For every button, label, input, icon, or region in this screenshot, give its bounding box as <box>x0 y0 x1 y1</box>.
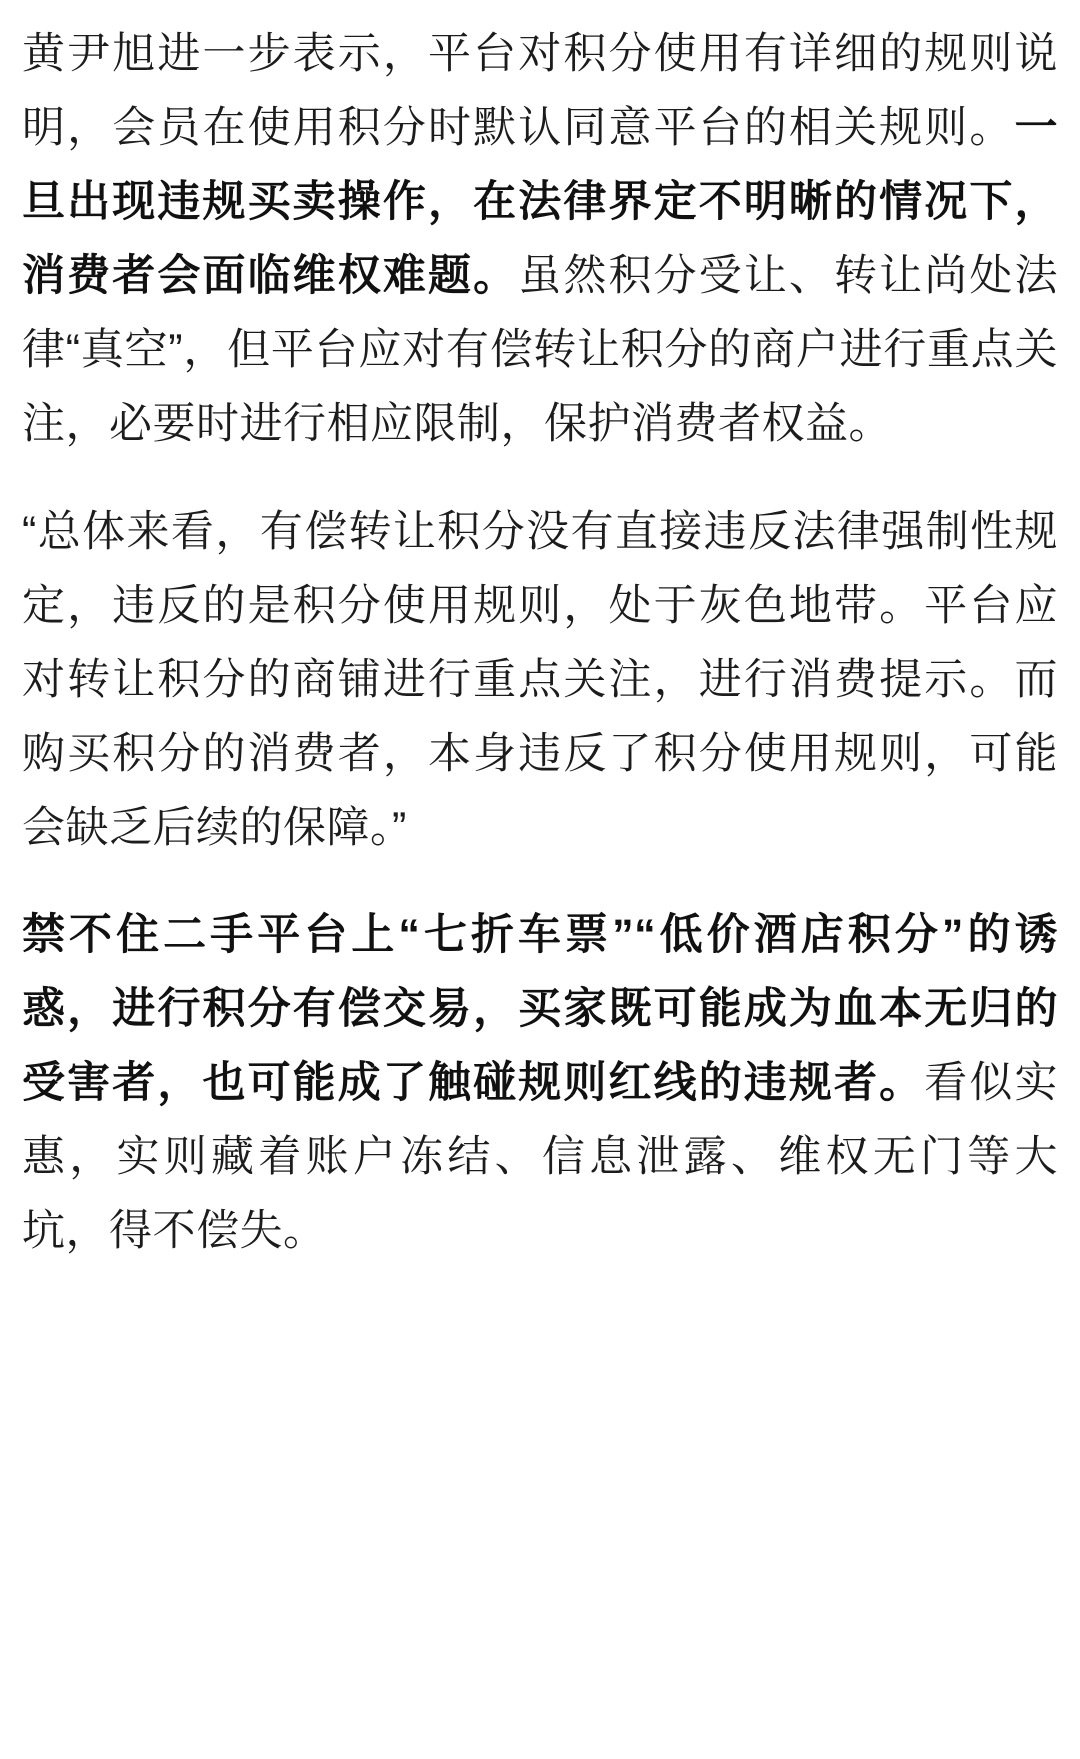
paragraph-3-segment-2: 看似实惠，实则藏着账户冻结、信息泄露、维权无门等大坑，得不偿失。 <box>22 1059 1059 1256</box>
paragraph-2-segment-1: “总体来看，有偿转让积分没有直接违反法律强制性规定，违反的是积分使用规则，处于灰色地带。平台应对转让积分的商铺进行重点关注，进行消费提示。而购买积分的消费者，本身违反了积分使用规则，可能会缺乏后续的保障。” <box>22 507 1058 852</box>
paragraph-1-segment-3: 虽然积分受让、转让尚处法律“真空”，但平台应对有偿转让积分的商户进行重点关注，必要时进行相应限制，保护消费者权益。 <box>22 251 1058 448</box>
paragraph-1 <box>22 18 1058 462</box>
paragraph-3-segment-1-bold: 禁不住二手平台上“七折车票”“低价酒店积分”的诱惑，进行积分有偿交易，买家既可能成为血本无归的受害者，也可能成了触碰规则红线的违规者。 <box>22 911 1058 1108</box>
paragraph-1-segment-2-bold: 一旦出现违规买卖操作，在法律界定不明晰的情况下，消费者会面临维权难题。 <box>22 103 1058 300</box>
paragraph-3 <box>22 899 1058 1269</box>
paragraph-2 <box>22 496 1058 866</box>
paragraph-1-segment-1: 黄尹旭进一步表示，平台对积分使用有详细的规则说明，会员在使用积分时默认同意平台的相关规则。 <box>22 30 1058 152</box>
